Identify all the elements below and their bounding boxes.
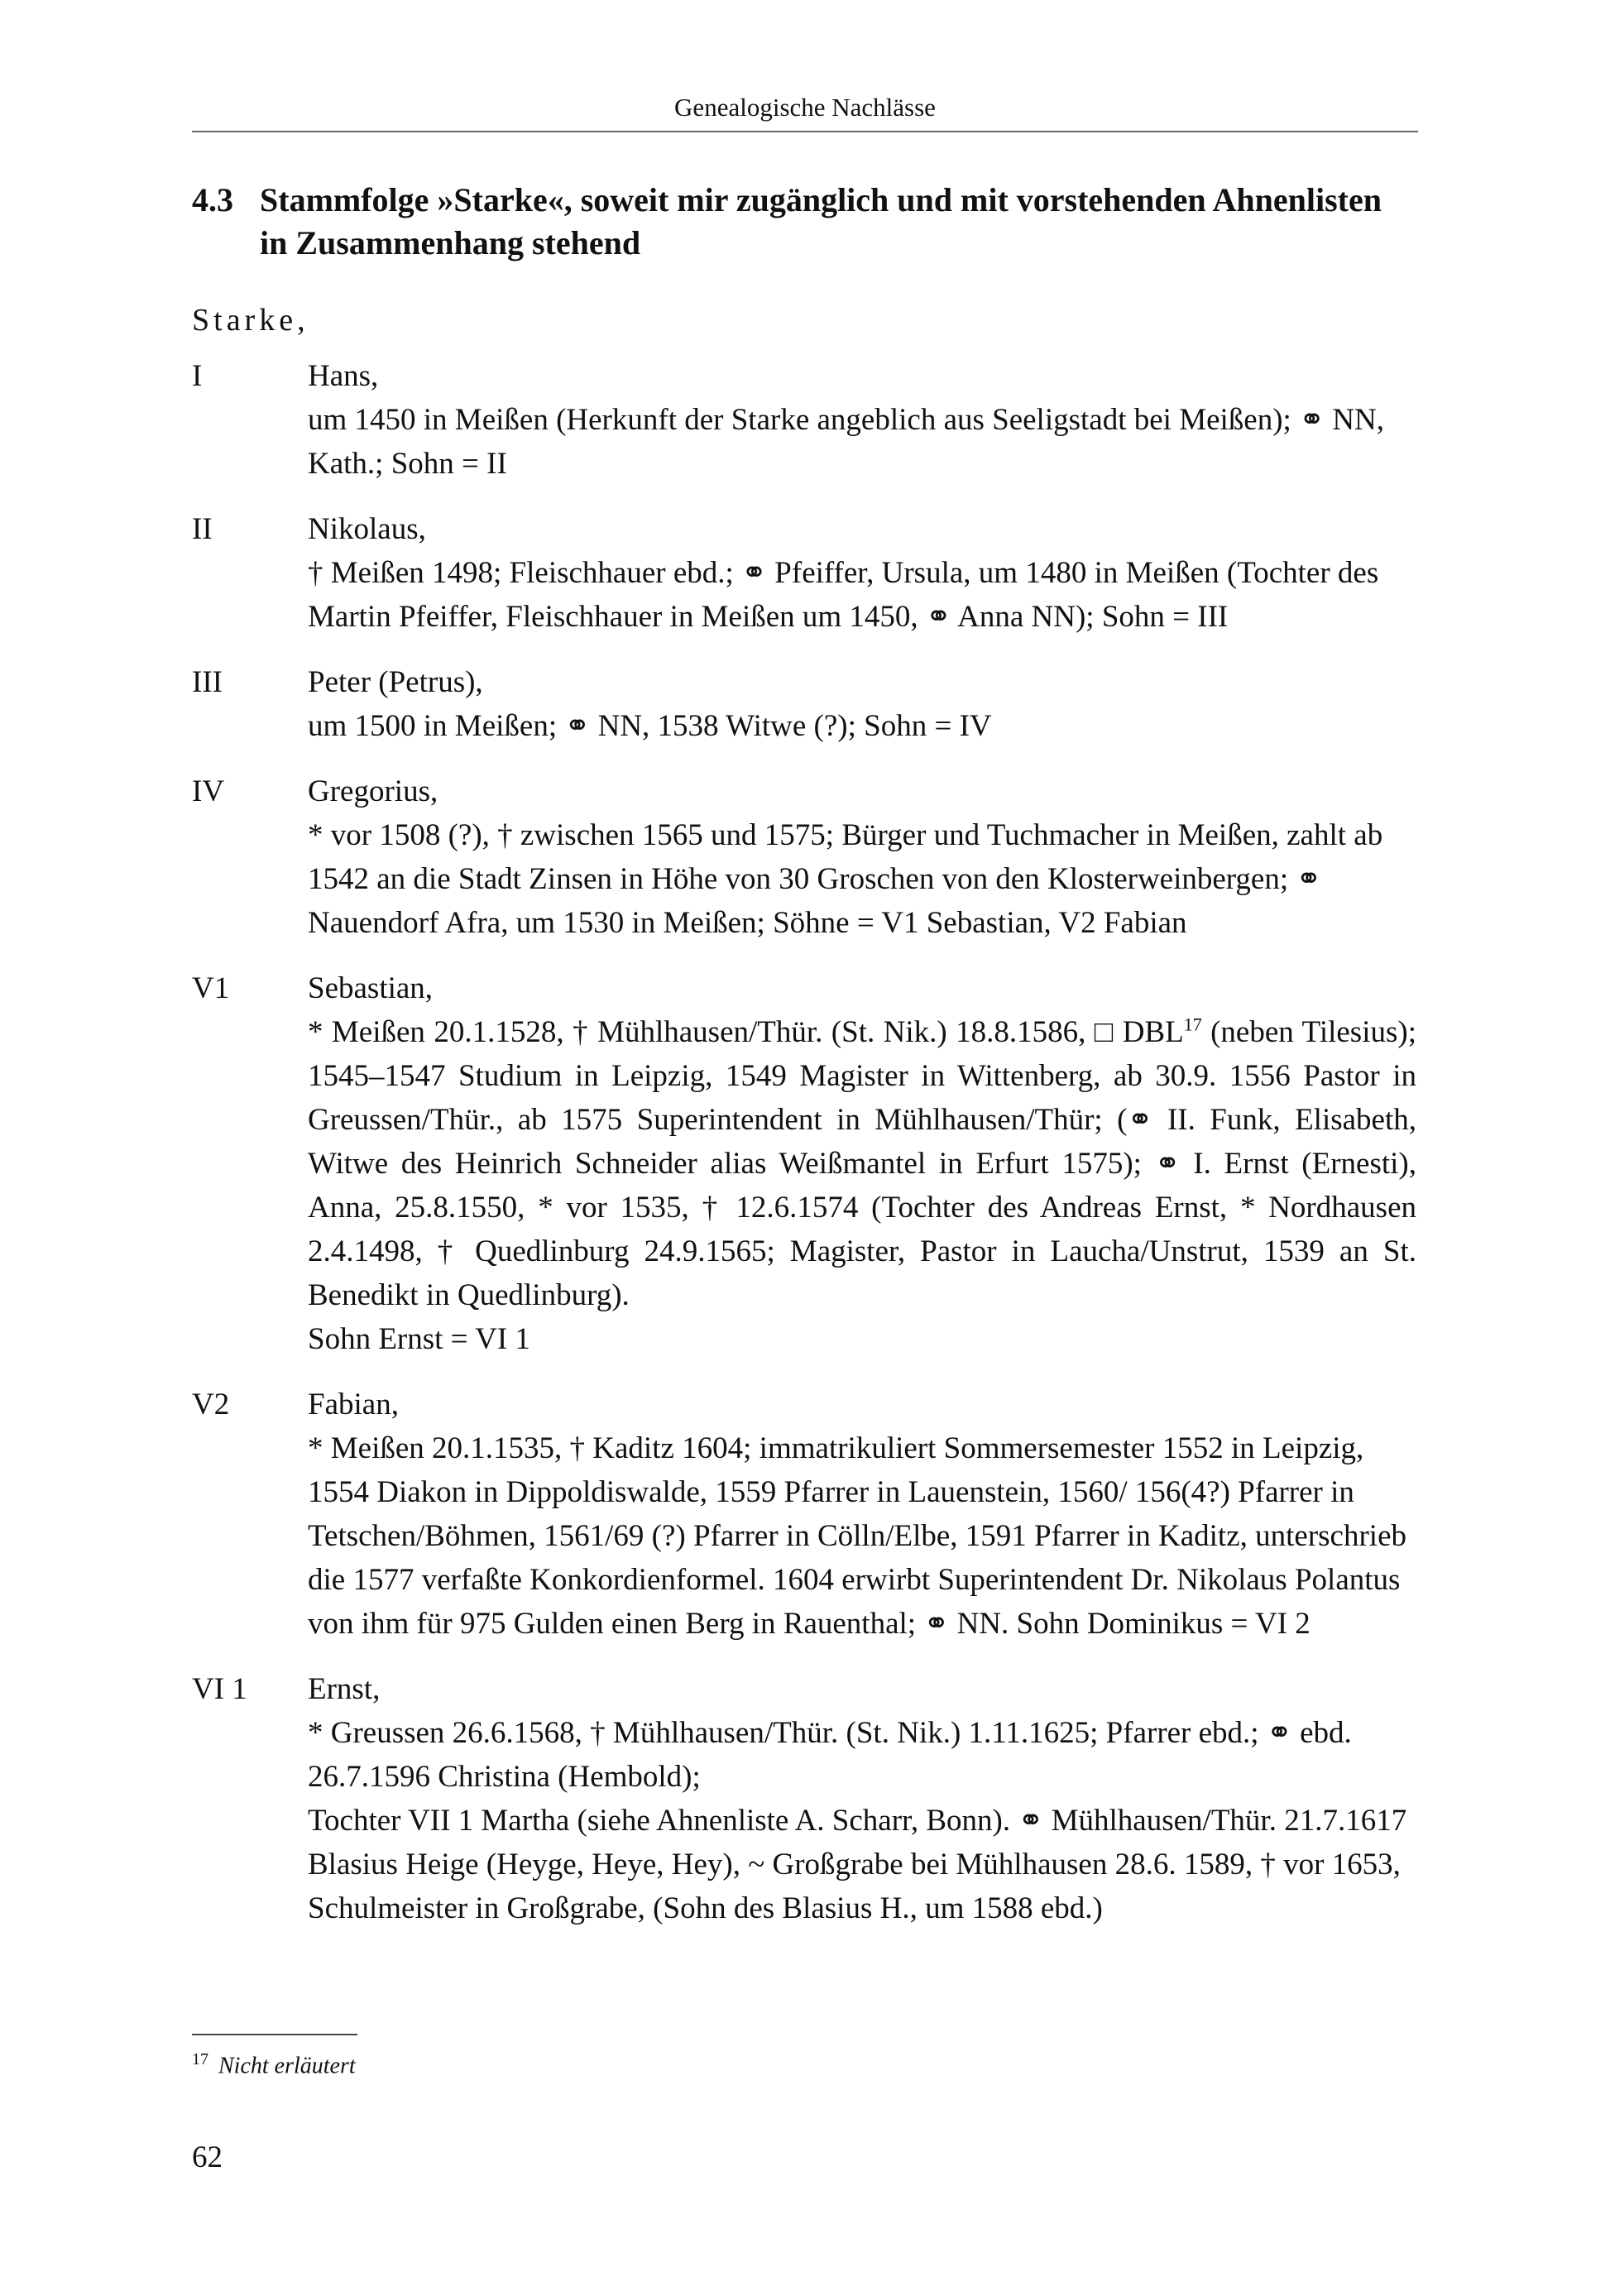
family-name: Starke, (192, 303, 309, 338)
footnote-text: Nicht erläutert (218, 2053, 356, 2079)
footnote-reference: 17 (1183, 1014, 1202, 1035)
person-details-last: Sohn Ernst = VI 1 (308, 1322, 530, 1356)
person-details: * Meißen 20.1.1535, † Kaditz 1604; immatrikuliert Sommersemester 1552 in Leipzig, 1554 Diakon in Dippoldiswalde, 1559 Pfarrer in Lauenstein, 1560/ 156(4?) Pfarrer in Tetschen/Böhmen, 1561/69 (?) Pfarrer in Cölln/Elbe, 1591 Pfarrer in Kaditz, unterschrieb die 1577 verfaßte Konkordienformel. 1604 erwirbt Superintendent Dr. Nikolaus Polantus von ihm für 975 Gulden einen Berg in Rauenthal; ⚭ NN. Sohn Dominikus = VI 2 (308, 1431, 1407, 1641)
section-heading-text: Stammfolge »Starke«, soweit mir zugänglich und mit vorstehenden Ahnenlisten in Zusammenhang stehend (260, 181, 1382, 261)
generation-entry (192, 1383, 1418, 1646)
person-name: Fabian, (308, 1388, 399, 1421)
generation-entry (192, 966, 1418, 1361)
person-name: Peter (Petrus), (308, 665, 483, 699)
person-details: um 1450 in Meißen (Herkunft der Starke angeblich aus Seeligstadt bei Meißen); ⚭ NN, Kath.; Sohn = II (308, 403, 1385, 481)
footnote (192, 2050, 356, 2079)
generation-entry (192, 769, 1418, 945)
generation-entry (192, 660, 1418, 748)
generation-label: II (192, 512, 213, 546)
generation-label: V2 (192, 1388, 230, 1421)
page-number: 62 (192, 2140, 223, 2174)
generation-entry (192, 1667, 1418, 1930)
person-name: Ernst, (308, 1672, 381, 1706)
section-title (192, 179, 1416, 265)
person-details: * Greussen 26.6.1568, † Mühlhausen/Thür. (St. Nik.) 1.11.1625; Pfarrer ebd.; ⚭ ebd. 26.7.1596 Christina (Hembold); (308, 1716, 1352, 1794)
generation-label: III (192, 665, 223, 699)
generation-entry (192, 507, 1418, 639)
generation-label: I (192, 359, 203, 393)
person-details-extra: Tochter VII 1 Martha (siehe Ahnenliste A. Scharr, Bonn). ⚭ Mühlhausen/Thür. 21.7.1617 Blasius Heige (Heyge, Heye, Hey), ~ Großgrabe bei Mühlhausen 28.6. 1589, † vor 1653, Schulmeister in Großgrabe, (Sohn des Blasius H., um 1588 ebd.) (308, 1804, 1407, 1925)
person-name: Hans, (308, 359, 379, 393)
generation-label: IV (192, 774, 225, 808)
running-header: Genealogische Nachlässe (192, 93, 1418, 132)
person-name: Sebastian, (308, 971, 434, 1005)
genealogy-entries (192, 354, 1418, 1952)
person-name: Nikolaus, (308, 512, 426, 546)
person-details: um 1500 in Meißen; ⚭ NN, 1538 Witwe (?); Sohn = IV (308, 709, 992, 743)
person-details (308, 1010, 1416, 1317)
details-part: * Meißen 20.1.1528, † Mühlhausen/Thür. (St. Nik.) 18.8.1586, □ DBL (308, 1015, 1184, 1049)
person-details: * vor 1508 (?), † zwischen 1565 und 1575; Bürger und Tuchmacher in Meißen, zahlt ab 1542 an die Stadt Zinsen in Höhe von 30 Groschen von den Klosterweinbergen; ⚭ Nauendorf Afra, um 1530 in Meißen; Söhne = V1 Sebastian, V2 Fabian (308, 818, 1383, 940)
person-name: Gregorius, (308, 774, 438, 808)
details-part: (neben Tilesius); 1545–1547 Studium in Leipzig, 1549 Magister in Wittenberg, ab 30.9. 1556 Pastor in Greussen/Thür., ab 1575 Superintendent in Mühlhausen/Thür; (⚭ II. Funk, Elisabeth, Witwe des Heinrich Schneider alias Weißmantel in Erfurt 1575); ⚭ I. Ernst (Ernesti), Anna, 25.8.1550, * vor 1535, † 12.6.1574 (Tochter des Andreas Ernst, * Nordhausen 2.4.1498, † Quedlinburg 24.9.1565; Magister, Pastor in Laucha/Unstrut, 1539 an St. Benedikt in Quedlinburg). (308, 1015, 1416, 1312)
section-number: 4.3 (192, 181, 233, 218)
person-details: † Meißen 1498; Fleischhauer ebd.; ⚭ Pfeiffer, Ursula, um 1480 in Meißen (Tochter des Martin Pfeiffer, Fleischhauer in Meißen um 1450, ⚭ Anna NN); Sohn = III (308, 556, 1379, 634)
footnote-divider (192, 2034, 357, 2035)
generation-label: V1 (192, 971, 230, 1005)
generation-entry (192, 354, 1418, 486)
footnote-number: 17 (192, 2050, 208, 2068)
generation-label: VI 1 (192, 1672, 247, 1706)
